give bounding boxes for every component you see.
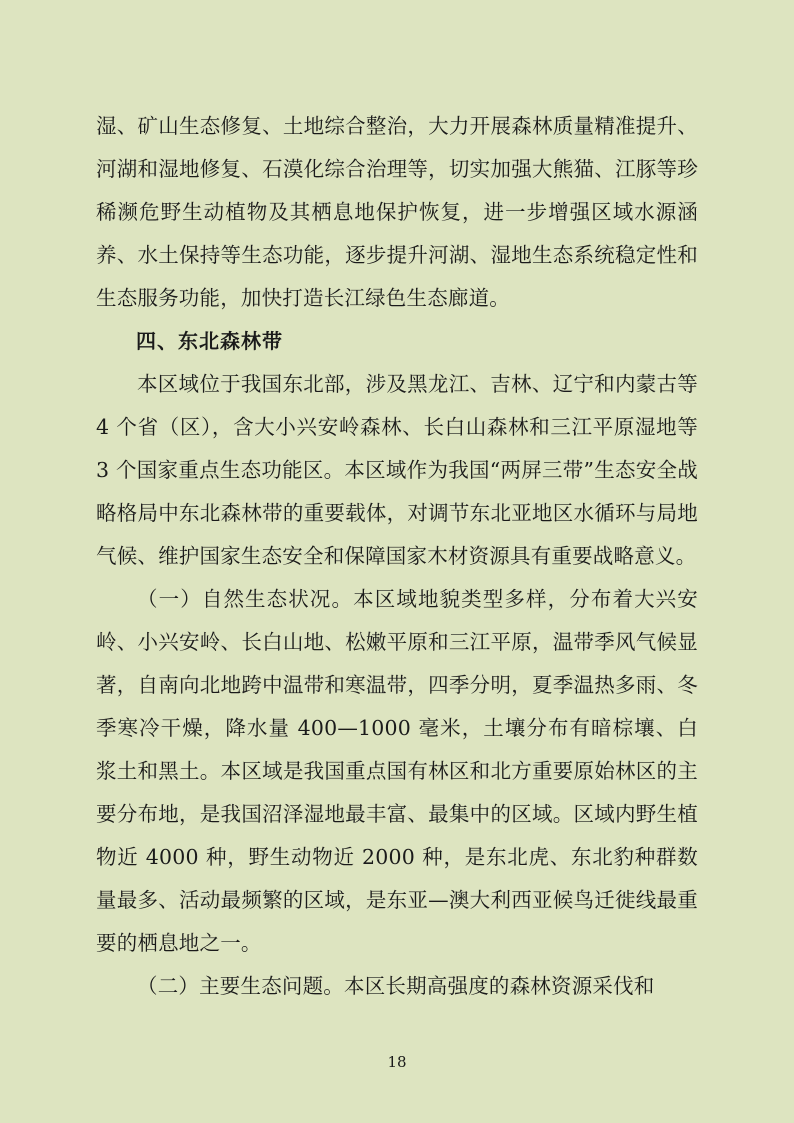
page-number: 18 [387,1053,407,1071]
section-heading-northeast-forest-belt: 四、东北森林带 [136,329,283,353]
paragraph-region-overview: 本区域位于我国东北部，涉及黑龙江、吉林、辽宁和内蒙古等 4 个省（区），含大小兴安岭森林、长白山森林和三江平原湿地等 3 个国家重点生态功能区。本区域作为我国“两屏三带”生态安全战略格局中东北森林带的重要载体，对调节东北亚地区水循环与局地气候、维护国家生态安全和保障国家木材资源具有重要战略意义。 [96,372,698,568]
paragraph-continued: 湿、矿山生态修复、土地综合整治，大力开展森林质量精准提升、河湖和湿地修复、石漠化综合治理等，切实加强大熊猫、江豚等珍稀濒危野生动植物及其栖息地保护恢复，进一步增强区域水源涵养、水土保持等生态功能，逐步提升河湖、湿地生态系统稳定性和生态服务功能，加快打造长江绿色生态廊道。 [96,114,698,310]
page-content [96,105,698,1008]
paragraph-natural-eco-status: （一）自然生态状况。本区域地貌类型多样，分布着大兴安岭、小兴安岭、长白山地、松嫩平原和三江平原，温带季风气候显著，自南向北地跨中温带和寒温带，四季分明，夏季温热多雨、冬季寒冷干燥，降水量 400—1000 毫米，土壤分布有暗棕壤、白浆土和黑土。本区域是我国重点国有林区和北方重要原始林区的主要分布地，是我国沼泽湿地最丰富、最集中的区域。区域内野生植物近 4000 种，野生动物近 2000 种，是东北虎、东北豹种群数量最多、活动最频繁的区域，是东亚—澳大利西亚候鸟迁徙线最重要的栖息地之一。 [96,587,698,955]
paragraph-main-eco-problems: （二）主要生态问题。本区长期高强度的森林资源采伐和 [137,974,655,998]
